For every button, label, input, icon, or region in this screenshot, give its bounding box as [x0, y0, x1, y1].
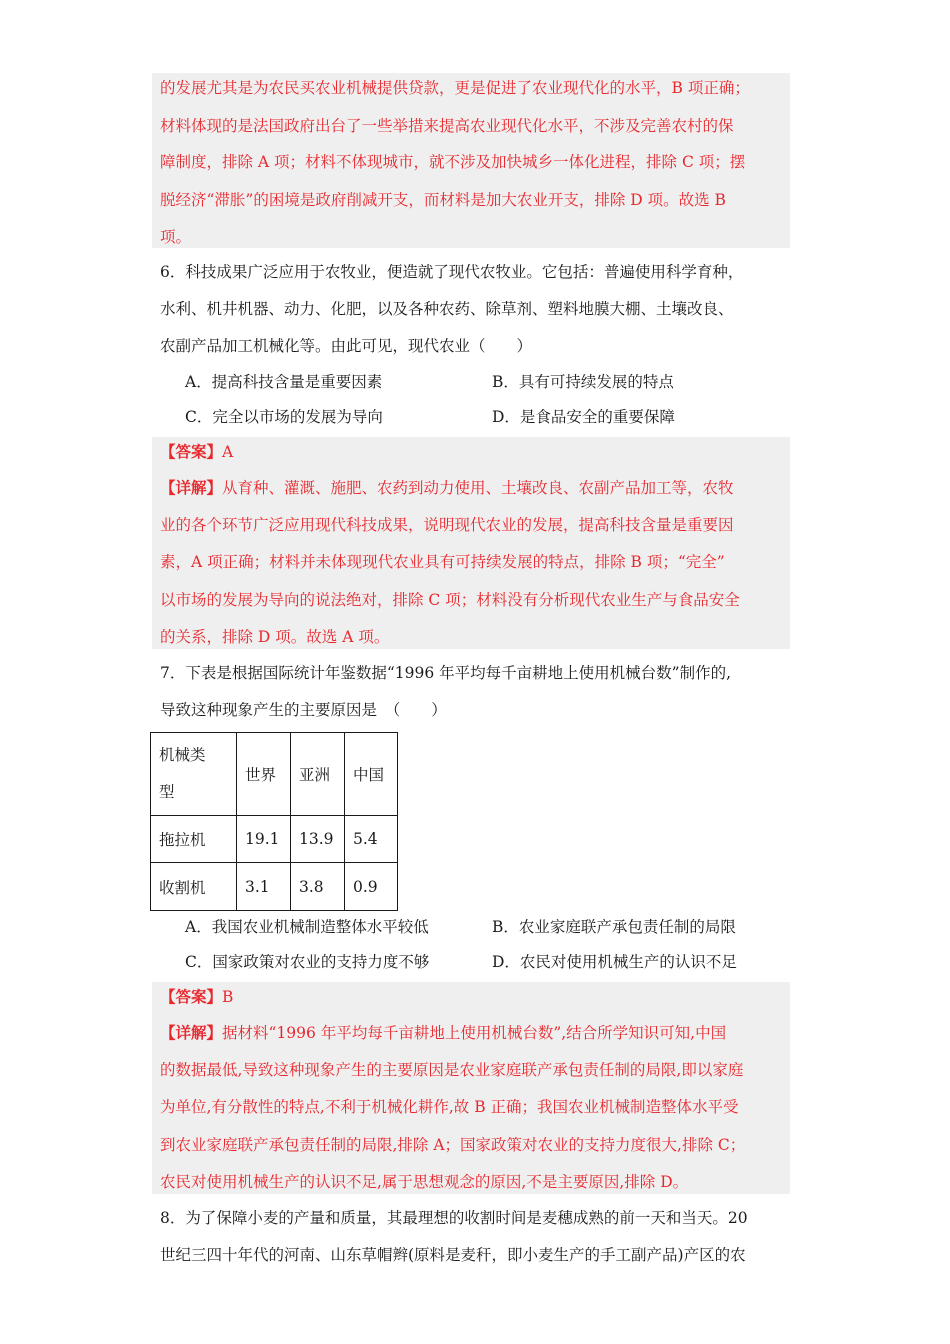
q7-stem-line: 7．下表是根据国际统计年鉴数据“1996 年平均每千亩耕地上使用机械台数”制作的,	[160, 664, 732, 682]
prev-explanation-line: 障制度，排除 A 项；材料不体现城市，就不涉及加快城乡一体化进程，排除 C 项；摆	[160, 153, 746, 171]
q6-detail-text: 从育种、灌溉、施肥、农药到动力使用、土壤改良、农副产品加工等，农牧	[222, 479, 734, 497]
table-row	[151, 863, 398, 911]
table-header-cell: 中国	[345, 733, 398, 816]
q6-stem-line: 水利、机井机器、动力、化肥，以及各种农药、除草剂、塑料地膜大棚、土壤改良、	[160, 300, 734, 318]
q6-detail-line: 以市场的发展为导向的说法绝对，排除 C 项；材料没有分析现代农业生产与食品安全	[160, 591, 740, 609]
q6-detail-line: 业的各个环节广泛应用现代科技成果，说明现代农业的发展，提高科技含量是重要因	[160, 516, 734, 534]
q8-stem-line: 8．为了保障小麦的产量和质量，其最理想的收割时间是麦穗成熟的前一天和当天。20	[160, 1209, 748, 1227]
q7-answer-shade	[152, 982, 790, 1194]
table-cell: 3.1	[237, 863, 291, 911]
q7-detail-line	[160, 1023, 726, 1043]
q7-option-d[interactable]: D．农民对使用机械生产的认识不足	[492, 953, 737, 971]
q6-option-b[interactable]: B．具有可持续发展的特点	[492, 373, 674, 391]
table-cell: 5.4	[345, 816, 398, 863]
q7-option-a[interactable]: A．我国农业机械制造整体水平较低	[185, 918, 429, 936]
q6-option-a[interactable]: A．提高科技含量是重要因素	[185, 373, 383, 391]
table-header-text: 机械类	[159, 746, 206, 764]
q6-detail-line: 的关系，排除 D 项。故选 A 项。	[160, 628, 390, 646]
q7-option-b[interactable]: B．农业家庭联产承包责任制的局限	[492, 918, 736, 936]
q7-answer-tag: 【答案】	[160, 987, 223, 1006]
q7-detail-tag: 【详解】	[160, 1023, 223, 1042]
table-header-cell: 世界	[237, 733, 291, 816]
q6-detail-tag: 【详解】	[160, 478, 223, 497]
q7-answer-value: B	[222, 988, 234, 1006]
q7-detail-line: 到农业家庭联产承包责任制的局限,排除 A；国家政策对农业的支持力度很大,排除 C；	[160, 1136, 746, 1154]
q7-detail-line: 的数据最低,导致这种现象产生的主要原因是农业家庭联产承包责任制的局限,即以家庭	[160, 1061, 744, 1079]
q7-detail-line: 农民对使用机械生产的认识不足,属于思想观念的原因,不是主要原因,排除 D。	[160, 1173, 689, 1191]
q6-detail-line: 素，A 项正确；材料并未体现现代农业具有可持续发展的特点，排除 B 项；“完全”	[160, 553, 725, 571]
q6-stem-line: 农副产品加工机械化等。由此可见，现代农业（ ）	[160, 337, 533, 355]
q7-detail-text: 据材料“1996 年平均每千亩耕地上使用机械台数”,结合所学知识可知,中国	[222, 1024, 727, 1042]
table-row	[151, 816, 398, 863]
q7-detail-line: 为单位,有分散性的特点,不利于机械化耕作,故 B 正确；我国农业机械制造整体水平受	[160, 1098, 739, 1116]
prev-explanation-line: 脱经济“滞胀”的困境是政府削减开支，而材料是加大农业开支，排除 D 项。故选 B	[160, 191, 726, 209]
table-header-cell	[151, 733, 237, 816]
table-cell: 收割机	[151, 863, 237, 911]
q6-detail-line	[160, 478, 734, 498]
table-cell: 19.1	[237, 816, 291, 863]
q7-answer	[160, 987, 233, 1007]
table-cell: 13.9	[291, 816, 345, 863]
table-header-row	[151, 733, 398, 816]
table-cell: 拖拉机	[151, 816, 237, 863]
prev-explanation-line: 的发展尤其是为农民买农业机械提供贷款，更是促进了农业现代化的水平，B 项正确；	[160, 79, 750, 97]
q6-answer-value: A	[222, 443, 234, 461]
prev-explanation-line: 材料体现的是法国政府出台了一些举措来提高农业现代化水平，不涉及完善农村的保	[160, 117, 734, 135]
table-cell: 0.9	[345, 863, 398, 911]
q8-stem-line: 世纪三四十年代的河南、山东草帽辫(原料是麦秆，即小麦生产的手工副产品)产区的农	[160, 1246, 746, 1264]
table-cell: 3.8	[291, 863, 345, 911]
q7-option-c[interactable]: C．国家政策对农业的支持力度不够	[185, 953, 430, 971]
q7-stem-line: 导致这种现象产生的主要原因是 （ ）	[160, 701, 447, 719]
prev-explanation-line: 项。	[160, 228, 192, 246]
q6-answer-shade	[152, 437, 790, 649]
q6-option-c[interactable]: C．完全以市场的发展为导向	[185, 408, 383, 426]
q6-answer	[160, 442, 233, 462]
table-header-text: 型	[159, 783, 175, 801]
q6-answer-tag: 【答案】	[160, 442, 223, 461]
q6-option-d[interactable]: D．是食品安全的重要保障	[492, 408, 675, 426]
machinery-table	[150, 732, 398, 911]
table-header-cell: 亚洲	[291, 733, 345, 816]
q6-stem-line: 6．科技成果广泛应用于农牧业，便造就了现代农牧业。它包括：普遍使用科学育种，	[160, 263, 744, 281]
